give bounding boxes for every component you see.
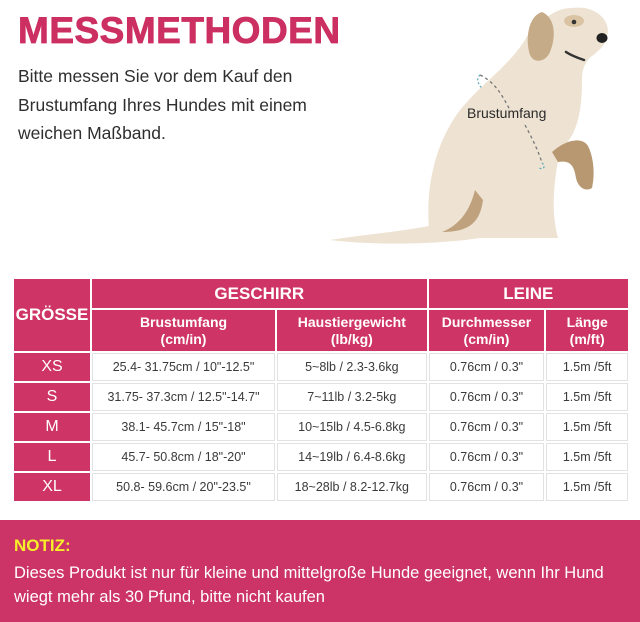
- chest-cell: 50.8- 59.6cm / 20"-23.5": [92, 473, 275, 501]
- size-cell: L: [14, 443, 90, 471]
- diameter-cell: 0.76cm / 0.3": [429, 413, 545, 441]
- weight-cell: 5~8lb / 2.3-3.6kg: [277, 353, 427, 381]
- chest-cell: 31.75- 37.3cm / 12.5"-14.7": [92, 383, 275, 411]
- column-header-weight: [277, 310, 427, 351]
- size-cell: XL: [14, 473, 90, 501]
- size-chart-table: [12, 277, 630, 503]
- table-row: [14, 473, 628, 501]
- table-row: [14, 443, 628, 471]
- table-row: [14, 353, 628, 381]
- length-cell: 1.5m /5ft: [546, 383, 628, 411]
- group-header-harness: GESCHIRR: [92, 279, 427, 308]
- page-title: MESSMETHODEN: [18, 10, 341, 51]
- column-header-line: Durchmesser: [441, 313, 532, 330]
- diameter-cell: 0.76cm / 0.3": [429, 473, 545, 501]
- length-cell: 1.5m /5ft: [546, 413, 628, 441]
- column-header-unit: (cm/in): [160, 330, 207, 347]
- weight-cell: 18~28lb / 8.2-12.7kg: [277, 473, 427, 501]
- diameter-cell: 0.76cm / 0.3": [429, 383, 545, 411]
- notice-text: Dieses Produkt ist nur für kleine und mittelgroße Hunde geeignet, wenn Ihr Hund wiegt mehr als 30 Pfund, bitte nicht kaufen: [14, 564, 604, 606]
- table-row: [14, 413, 628, 441]
- column-header-unit: (m/ft): [569, 330, 605, 347]
- column-header-line: Haustiergewicht: [297, 313, 406, 330]
- column-header-line: Länge: [566, 313, 608, 330]
- intro-text: [18, 62, 338, 148]
- column-header-length: [546, 310, 628, 351]
- group-header-leash: LEINE: [429, 279, 628, 308]
- notice-banner: [0, 520, 640, 622]
- intro-line: weichen Maßband.: [18, 123, 166, 143]
- column-header-unit: (lb/kg): [330, 330, 373, 347]
- length-cell: 1.5m /5ft: [546, 353, 628, 381]
- sitting-dog-icon: [320, 0, 640, 250]
- chest-cell: 25.4- 31.75cm / 10"-12.5": [92, 353, 275, 381]
- chest-girth-label: Brustumfang: [467, 105, 547, 121]
- intro-line: Bitte messen Sie vor dem Kauf den: [18, 66, 293, 86]
- size-column-header: GRÖSSE: [14, 279, 90, 351]
- size-cell: M: [14, 413, 90, 441]
- weight-cell: 7~11lb / 3.2-5kg: [277, 383, 427, 411]
- weight-cell: 10~15lb / 4.5-6.8kg: [277, 413, 427, 441]
- weight-cell: 14~19lb / 6.4-8.6kg: [277, 443, 427, 471]
- diameter-cell: 0.76cm / 0.3": [429, 443, 545, 471]
- chest-cell: 45.7- 50.8cm / 18"-20": [92, 443, 275, 471]
- dog-illustration: [320, 0, 640, 250]
- length-cell: 1.5m /5ft: [546, 473, 628, 501]
- chest-cell: 38.1- 45.7cm / 15"-18": [92, 413, 275, 441]
- column-header-unit: (cm/in): [463, 330, 510, 347]
- column-header-line: Brustumfang: [139, 313, 228, 330]
- length-cell: 1.5m /5ft: [546, 443, 628, 471]
- column-header-chest: [92, 310, 275, 351]
- column-header-diameter: [429, 310, 545, 351]
- intro-line: Brustumfang Ihres Hundes mit einem: [18, 94, 307, 115]
- size-cell: S: [14, 383, 90, 411]
- table-row: [14, 383, 628, 411]
- notice-title: NOTIZ:: [14, 536, 71, 555]
- diameter-cell: 0.76cm / 0.3": [429, 353, 545, 381]
- size-cell: XS: [14, 353, 90, 381]
